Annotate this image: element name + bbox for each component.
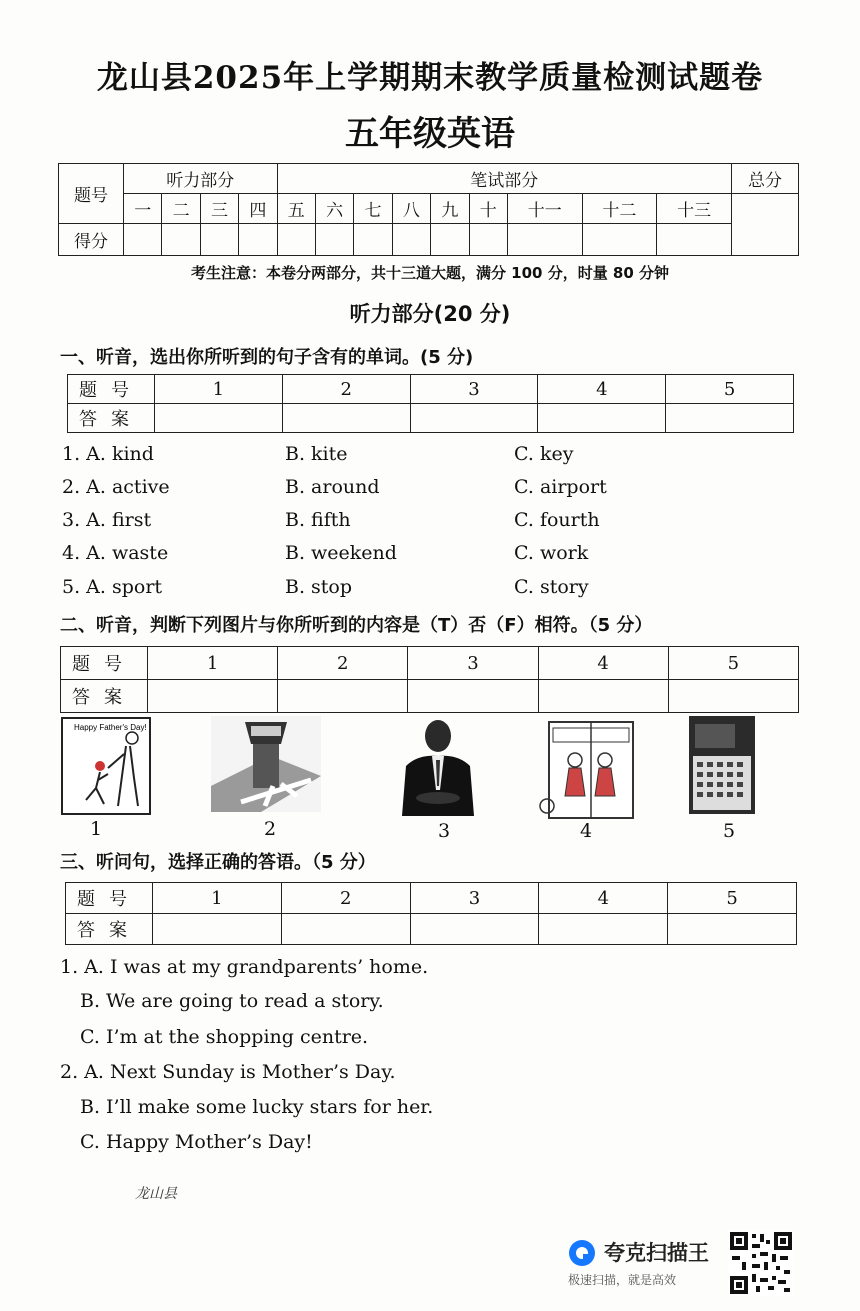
answer-cell[interactable] <box>666 404 794 433</box>
col-num: 2 <box>282 375 410 404</box>
option-a: 1. A. kind <box>62 443 154 465</box>
picture-number: 5 <box>723 820 736 842</box>
listening-section-title: 听力部分(20 分) <box>349 302 511 326</box>
col-num: 3 <box>410 883 539 914</box>
listening-header: 听力部分 <box>124 164 278 194</box>
picture-man-in-suit <box>398 716 478 816</box>
scanner-brand-name: 夸克扫描王 <box>604 1241 709 1265</box>
answer-cell[interactable] <box>538 404 666 433</box>
score-cell[interactable] <box>507 224 582 256</box>
question-label: 题号 <box>66 883 153 914</box>
score-cell[interactable] <box>582 224 657 256</box>
col-num: 2 <box>281 883 410 914</box>
score-cell[interactable] <box>354 224 392 256</box>
option-line: C. I’m at the shopping centre. <box>80 1026 369 1048</box>
picture-children-on-bus <box>539 716 639 820</box>
answer-cell[interactable] <box>155 404 283 433</box>
option-line: B. I’ll make some lucky stars for her. <box>80 1096 434 1118</box>
writing-header: 笔试部分 <box>277 164 731 194</box>
option-b: B. around <box>285 476 380 498</box>
score-cell[interactable] <box>124 224 162 256</box>
score-cell[interactable] <box>469 224 507 256</box>
qr-code-icon <box>728 1230 794 1296</box>
picture-number: 3 <box>438 820 451 842</box>
answer-label: 答案 <box>61 680 148 713</box>
option-a: 3. A. first <box>62 509 152 531</box>
answer-cell[interactable] <box>408 680 538 713</box>
col-num: 4 <box>539 883 668 914</box>
option-c: C. airport <box>514 476 607 498</box>
picture-number: 2 <box>264 818 277 840</box>
picture-fathers-day <box>60 716 152 816</box>
answer-cell[interactable] <box>538 680 668 713</box>
page-footer-note: 龙山县 <box>135 1186 177 1202</box>
answer-cell[interactable] <box>668 680 798 713</box>
col-num: 1 <box>153 883 282 914</box>
score-cell[interactable] <box>657 224 732 256</box>
part3-answer-table <box>65 882 797 945</box>
col-num: 3 <box>408 647 538 680</box>
part3-heading: 三、听问句，选择正确的答语。（5 分） <box>60 852 376 873</box>
score-cell[interactable] <box>315 224 353 256</box>
picture-calendar <box>689 716 755 814</box>
picture-airport <box>211 716 321 812</box>
col-num: 5 <box>666 375 794 404</box>
question-label: 题号 <box>68 375 155 404</box>
exam-notice: 考生注意：本卷分两部分，共十三道大题，满分 100 分，时量 80 分钟 <box>190 264 670 282</box>
score-cell[interactable] <box>431 224 469 256</box>
picture-number: 1 <box>90 818 103 840</box>
scanner-watermark <box>566 1237 726 1293</box>
option-b: B. fifth <box>285 509 351 531</box>
col-num: 5 <box>668 647 798 680</box>
score-cell[interactable] <box>239 224 277 256</box>
score-table <box>58 163 799 256</box>
exam-title: 龙山县2025年上学期期末教学质量检测试题卷 <box>96 60 764 96</box>
answer-label: 答案 <box>66 914 153 945</box>
answer-cell[interactable] <box>282 404 410 433</box>
fathers-day-sign: Happy Father's Day! <box>74 723 147 732</box>
score-cell[interactable] <box>200 224 238 256</box>
col-num: 1 <box>148 647 278 680</box>
option-a: 2. A. active <box>62 476 170 498</box>
col-1: 一 <box>124 194 162 224</box>
answer-label: 答案 <box>68 404 155 433</box>
answer-cell[interactable] <box>668 914 797 945</box>
option-c: C. fourth <box>514 509 600 531</box>
option-a: 5. A. sport <box>62 576 163 598</box>
answer-cell[interactable] <box>410 404 538 433</box>
col-2: 二 <box>162 194 200 224</box>
col-7: 七 <box>354 194 392 224</box>
answer-cell[interactable] <box>281 914 410 945</box>
total-cell[interactable] <box>732 194 799 256</box>
score-cell[interactable] <box>392 224 430 256</box>
answer-cell[interactable] <box>539 914 668 945</box>
question-label: 题号 <box>61 647 148 680</box>
score-cell[interactable] <box>162 224 200 256</box>
col-num: 4 <box>538 647 668 680</box>
col-num: 4 <box>538 375 666 404</box>
col-12: 十二 <box>582 194 657 224</box>
answer-cell[interactable] <box>410 914 539 945</box>
col-8: 八 <box>392 194 430 224</box>
col-num: 5 <box>668 883 797 914</box>
col-3: 三 <box>200 194 238 224</box>
col-5: 五 <box>277 194 315 224</box>
col-6: 六 <box>315 194 353 224</box>
answer-cell[interactable] <box>278 680 408 713</box>
col-num: 1 <box>155 375 283 404</box>
part1-heading: 一、听音，选出你所听到的句子含有的单词。(5 分) <box>60 347 474 368</box>
col-13: 十三 <box>657 194 732 224</box>
answer-cell[interactable] <box>148 680 278 713</box>
col-9: 九 <box>431 194 469 224</box>
option-line: C. Happy Mother’s Day! <box>80 1131 313 1153</box>
option-b: B. stop <box>285 576 353 598</box>
total-header: 总分 <box>732 164 799 194</box>
col-num: 2 <box>278 647 408 680</box>
option-c: C. key <box>514 443 574 465</box>
score-row-label: 得分 <box>59 224 124 256</box>
part2-heading: 二、听音，判断下列图片与你所听到的内容是（T）否（F）相符。（5 分） <box>60 615 653 636</box>
answer-cell[interactable] <box>153 914 282 945</box>
score-table-question-label: 题号 <box>59 164 124 224</box>
option-b: B. kite <box>285 443 348 465</box>
option-c: C. work <box>514 542 589 564</box>
score-cell[interactable] <box>277 224 315 256</box>
part1-answer-table <box>67 374 794 433</box>
question-line: 1. A. I was at my grandparents’ home. <box>60 956 429 978</box>
picture-number: 4 <box>580 820 593 842</box>
option-c: C. story <box>514 576 589 598</box>
exam-subject: 五年级英语 <box>345 114 515 154</box>
col-10: 十 <box>469 194 507 224</box>
option-b: B. weekend <box>285 542 397 564</box>
scanner-slogan: 极速扫描，就是高效 <box>568 1273 677 1287</box>
option-line: B. We are going to read a story. <box>80 990 384 1012</box>
col-num: 3 <box>410 375 538 404</box>
option-a: 4. A. waste <box>62 542 169 564</box>
question-line: 2. A. Next Sunday is Mother’s Day. <box>60 1061 396 1083</box>
scanner-logo-icon <box>568 1239 596 1267</box>
col-4: 四 <box>239 194 277 224</box>
col-11: 十一 <box>507 194 582 224</box>
part2-answer-table <box>60 646 799 713</box>
